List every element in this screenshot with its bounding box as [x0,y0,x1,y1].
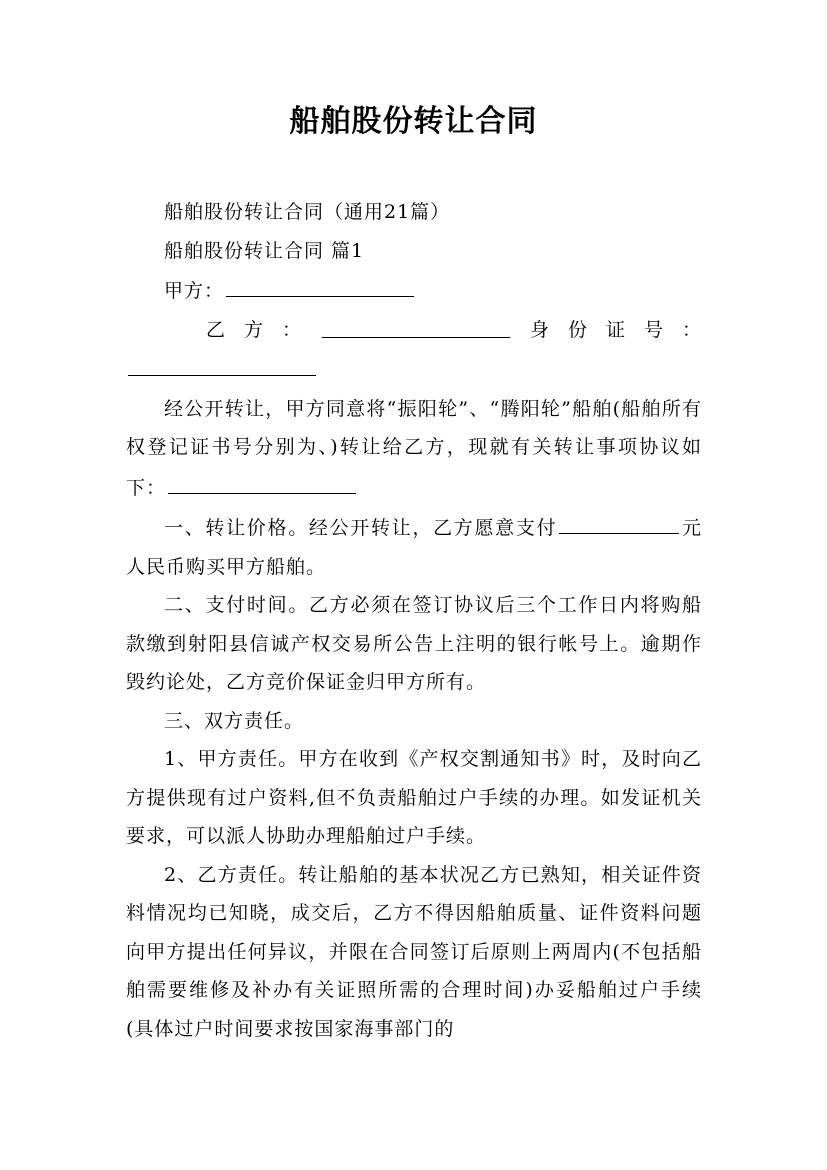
party-b-char: 号 [643,318,664,341]
id-number-line [126,349,702,390]
party-a-label: 甲方： [164,280,225,302]
paragraph-price [126,507,702,586]
party-b-char: 乙 [206,318,227,341]
party-a-line [126,270,702,311]
party-b-blank [322,311,510,338]
price-blank [559,507,679,534]
party-b-char: 方 [244,318,265,341]
party-b-char: ： [681,318,702,341]
paragraph-price-text-end: 元人民币购买甲方船舶。 [126,517,702,578]
paragraph-1-text: 经公开转让，甲方同意将“振阳轮”、“腾阳轮”船舶(船舶所有权登记证书号分别为、)转让给乙方，现就有关转让事项协议如下： [126,397,702,499]
paragraph-party-b-duty: 2、乙方责任。转让船舶的基本状况乙方已熟知，相关证件资料情况均已知晓，成交后，乙方不得因船舶质量、证件资料问题向甲方提出任何异议，并限在合同签订后原则上两周内(不包括船舶需要维修及补办有关证照所需的合理时间)办妥船舶过户手续(具体过户时间要求按国家海事部门的 [126,863,702,1040]
party-b-char: 份 [567,318,588,341]
paragraph-party-a-duty: 1、甲方责任。甲方在收到《产权交割通知书》时，及时向乙方提供现有过户资料,但不负责船舶过户手续的办理。如发证机关要求，可以派人协助办理船舶过户手续。 [126,748,702,847]
party-b-char: 身 [529,318,550,341]
id-number-blank [128,349,316,376]
paragraph-payment: 二、支付时间。乙方必须在签订协议后三个工作日内将购船款缴到射阳县信诚产权交易所公告上注明的银行帐号上。逾期作毁约论处，乙方竞价保证金归甲方所有。 [126,594,702,693]
party-a-blank [226,270,414,297]
paragraph-1 [126,390,702,508]
paragraph-responsibility: 三、双方责任。 [164,709,305,732]
paragraph-1-blank [168,467,356,494]
document-title: 船舶股份转让合同 [289,104,538,139]
paragraph-price-text: 一、转让价格。经公开转让，乙方愿意支付 [164,517,558,539]
document-body [126,193,702,1048]
party-b-char: ： [282,318,303,341]
section-title: 船舶股份转让合同 篇1 [164,239,365,262]
party-b-char: 证 [605,318,626,341]
document-subtitle: 船舶股份转让合同（通用21篇） [164,201,451,223]
party-b-line [126,311,702,350]
